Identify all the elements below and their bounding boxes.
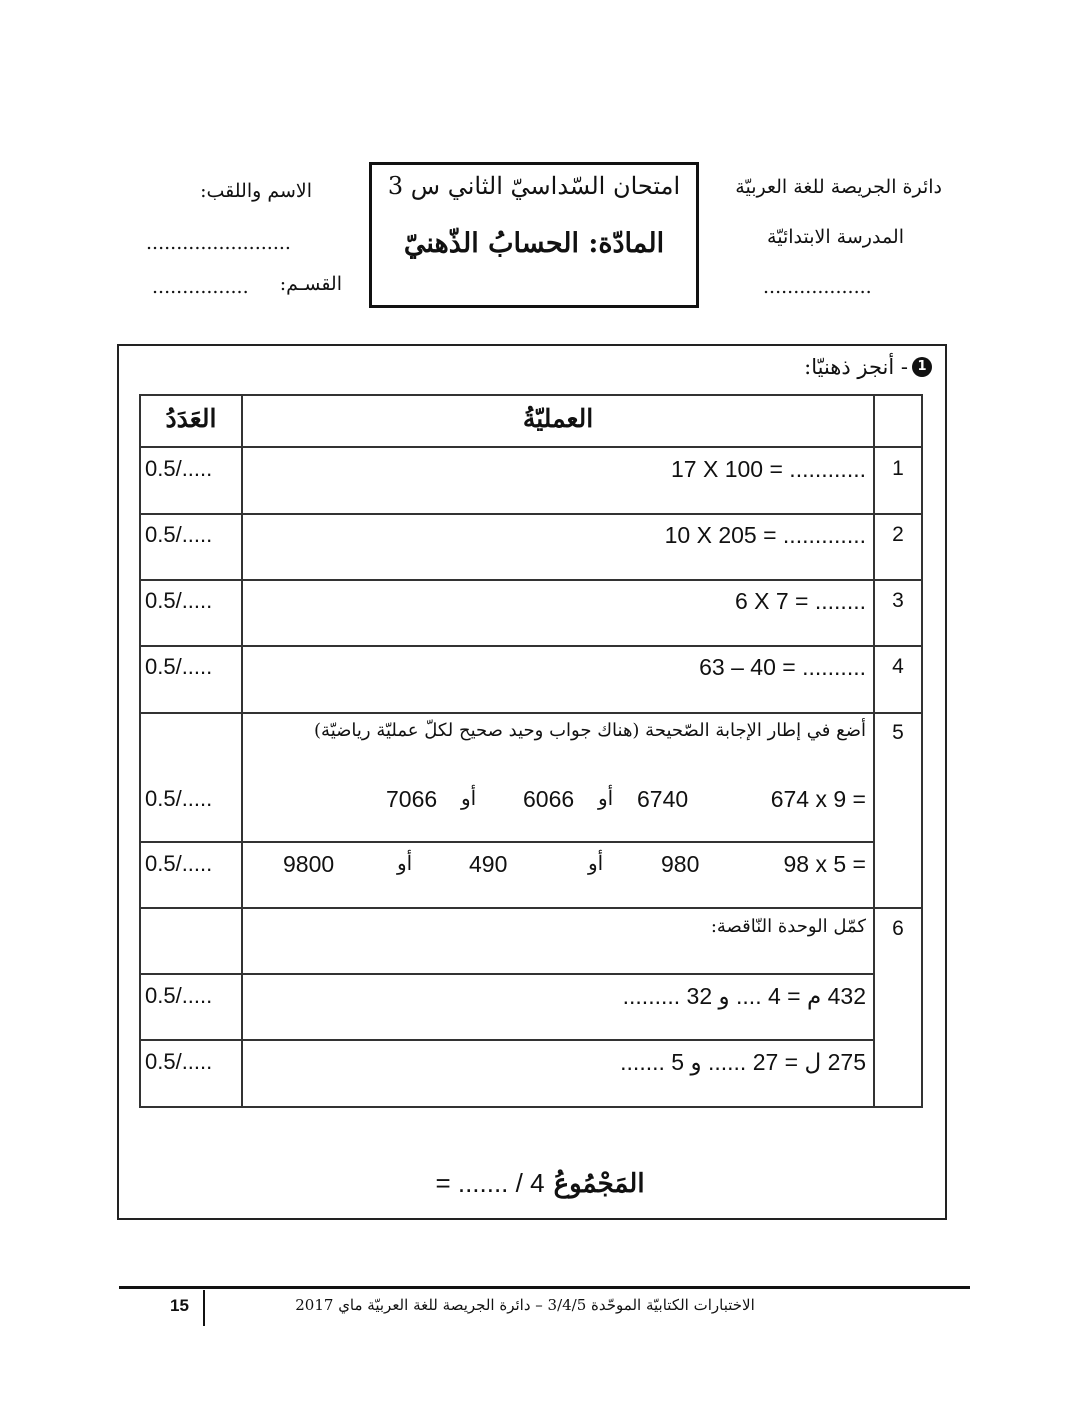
answer-option[interactable]: 7066 bbox=[386, 786, 438, 812]
row-expression: 10 X 205 = ............. bbox=[664, 522, 866, 548]
table-col-rule bbox=[873, 394, 875, 1108]
row-score: 0.5/..... bbox=[145, 983, 213, 1008]
row-number: 3 bbox=[892, 589, 904, 612]
table-border-bottom bbox=[139, 1106, 923, 1108]
answer-option[interactable]: 6066 bbox=[523, 786, 575, 812]
row-expression: 275 ل = 27 ...... و 5 ....... bbox=[620, 1049, 866, 1075]
row-instruction: أضع في إطار الإجابة الصّحيحة (هناك جواب وحيد صحيح لكلّ عمليّة رياضيّة) bbox=[314, 720, 866, 741]
table-rule bbox=[139, 645, 923, 647]
row-number: 2 bbox=[892, 523, 904, 546]
table-border-top bbox=[139, 394, 923, 396]
row-score: 0.5/..... bbox=[145, 588, 213, 613]
row-expression: 63 – 40 = .......... bbox=[699, 654, 866, 680]
school-name-blank: .................. bbox=[763, 276, 872, 298]
table-rule bbox=[139, 973, 875, 975]
footer-divider bbox=[203, 1290, 205, 1326]
table-rule bbox=[139, 579, 923, 581]
table-rule bbox=[139, 1039, 875, 1041]
row-number: 5 bbox=[892, 721, 904, 744]
row-score: 0.5/..... bbox=[145, 654, 213, 679]
school-type: المدرسة الابتدائيّة bbox=[767, 226, 904, 248]
row-expression: 674 x 9 = bbox=[770, 786, 866, 812]
class-blank: ................ bbox=[152, 276, 249, 298]
table-rule bbox=[139, 513, 923, 515]
or-word: أو bbox=[588, 851, 604, 875]
section-number-badge: 1 bbox=[912, 357, 932, 377]
total-score bbox=[400, 1168, 680, 1199]
or-word: أو bbox=[397, 851, 413, 875]
answer-option[interactable]: 6740 bbox=[637, 786, 689, 812]
class-label: القسـم: bbox=[279, 273, 342, 295]
row-score: 0.5/..... bbox=[145, 1049, 213, 1074]
or-word: أو bbox=[598, 786, 614, 810]
row-expression: 432 م = 4 .... و 32 ......... bbox=[622, 983, 866, 1009]
footer-rule bbox=[119, 1286, 970, 1289]
row-score: 0.5/..... bbox=[145, 456, 213, 481]
table-border-right bbox=[921, 394, 923, 1108]
exam-title: امتحان السّداسيّ الثاني س 3 bbox=[387, 172, 681, 200]
row-expression: 6 X 7 = ........ bbox=[734, 588, 866, 614]
table-rule bbox=[139, 712, 923, 714]
name-label: الاسم واللقب: bbox=[200, 180, 312, 202]
row-score: 0.5/..... bbox=[145, 851, 213, 876]
section-title: - أنجز ذهنيّا: bbox=[804, 355, 908, 379]
or-word: أو bbox=[461, 786, 477, 810]
footer-caption: الاختبارات الكتابيّة الموحّدة 3/4/5 – دائرة الجريصة للغة العربيّة ماي 2017 bbox=[295, 1296, 755, 1314]
row-expression: 98 x 5 = bbox=[783, 851, 866, 877]
district-name: دائرة الجريصة للغة العربيّة bbox=[735, 176, 942, 198]
column-header-score: العَدَدُ bbox=[165, 404, 217, 433]
table-border-left bbox=[139, 394, 141, 1108]
answer-option[interactable]: 9800 bbox=[283, 851, 335, 877]
table-col-rule bbox=[241, 394, 243, 1108]
total-value: = ....... / 4 bbox=[435, 1168, 545, 1198]
table-rule bbox=[139, 907, 923, 909]
row-score: 0.5/..... bbox=[145, 786, 213, 811]
total-label: المَجْمُوعُ bbox=[553, 1169, 645, 1199]
row-number: 6 bbox=[892, 917, 904, 940]
column-header-operation: العمليّةُ bbox=[522, 404, 594, 433]
exam-subject: المادّة: الحسابُ الذّهنيّ bbox=[403, 228, 665, 259]
row-number: 4 bbox=[892, 655, 904, 678]
row-number: 1 bbox=[892, 457, 904, 480]
answer-option[interactable]: 490 bbox=[469, 851, 508, 877]
row-instruction: كمّل الوحدة النّاقصة: bbox=[710, 916, 866, 937]
name-blank: ........................ bbox=[146, 232, 291, 254]
table-rule bbox=[139, 841, 875, 843]
row-expression: 17 X 100 = ............ bbox=[671, 456, 866, 482]
answer-option[interactable]: 980 bbox=[661, 851, 700, 877]
table-header-rule bbox=[139, 446, 923, 448]
row-score: 0.5/..... bbox=[145, 522, 213, 547]
page-number: 15 bbox=[170, 1296, 189, 1315]
